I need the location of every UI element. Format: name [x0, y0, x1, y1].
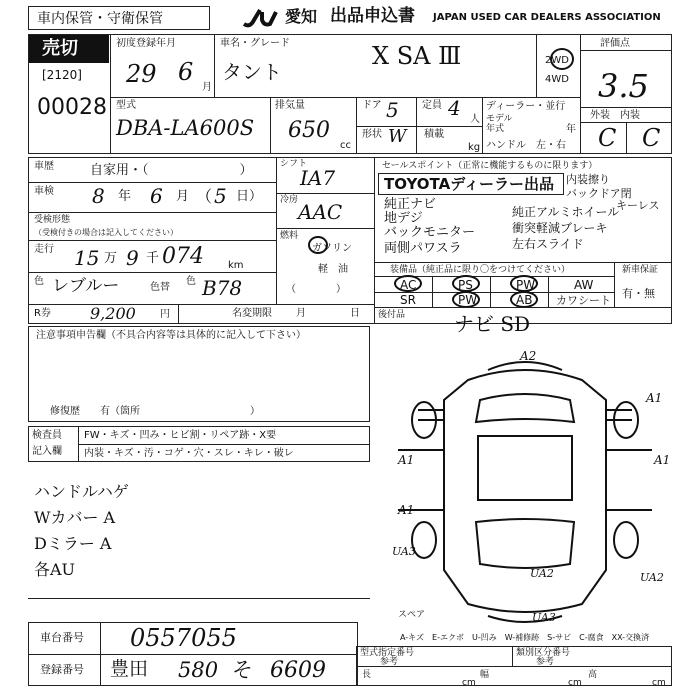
score-label: 評価点 [600, 38, 630, 49]
doors-label: ドア [362, 100, 382, 111]
shape-value: W [388, 126, 407, 147]
damage-mark-ua2-1: UA2 [530, 567, 554, 580]
equip-circle-pw [510, 275, 538, 292]
spec-wid-cm: cm [568, 678, 582, 688]
spec-hgt-cm: cm [652, 678, 666, 688]
inspection-day-unit: 日） [236, 189, 263, 204]
plate-class: 580 [178, 658, 219, 682]
dealer-l3: 年式 [486, 124, 505, 134]
notes-label: 注意事項申告欄（不具合内容等は具体的に記入して下さい） [36, 330, 306, 341]
sales-label: セールスポイント（正常に機能するものに限ります） [382, 161, 598, 171]
recv-label: 受検形態 [34, 215, 71, 225]
equip-r1-4: AW [574, 278, 594, 292]
sales-item-1: 純正ナビ [384, 197, 437, 212]
change-deadline-day: 日 [350, 308, 360, 319]
score-value: 3.5 [598, 67, 649, 105]
storage-note-box [28, 6, 210, 30]
load-unit: kg [468, 142, 481, 153]
after-label: 後付品 [378, 310, 406, 320]
dealer-l2: モデル [486, 114, 513, 124]
new-warranty-label: 新車保証 [622, 265, 659, 275]
toyota-dealer: TOYOTAディーラー出品 [384, 175, 555, 193]
mileage-unit: km [228, 260, 244, 271]
equip-r1-2: PS [458, 278, 473, 292]
damage-mark-ua3-2: UA3 [532, 611, 556, 624]
damage-legend: A-キズ E-エクボ U-凹み W-補修跡 S-サビ C-腐食 XX-交換済 [400, 633, 650, 642]
remark-4: 各AU [34, 560, 76, 579]
equip-r1-3: PW [516, 278, 536, 292]
spec-len-cm: cm [462, 678, 476, 688]
repair-history: 修復歴 有（箇所 ） [50, 406, 260, 417]
mileage-sen: 9 [126, 246, 139, 270]
color-change-label: 色替 [150, 282, 170, 293]
recycle-unit: 円 [160, 309, 170, 320]
lot-number: 00028 [37, 95, 107, 120]
spec-ref1: 参考 [380, 657, 399, 667]
org-name: 愛知 [285, 7, 318, 26]
recycle-value: 9,200 [90, 304, 136, 323]
new-warranty-value: 有・無 [622, 287, 655, 300]
sold-code: [2120] [42, 68, 82, 82]
drive-4wd: 4WD [545, 74, 569, 85]
equip-r2-1: SR [400, 293, 416, 307]
equip-label: 装備品（純正品に限り〇をつけてください） [390, 265, 571, 275]
equip-circle-pw2 [452, 291, 480, 308]
model-grade: X SA Ⅲ [372, 42, 462, 70]
plate-number: 6609 [270, 658, 326, 683]
fuel-l1: ガソリン [312, 243, 352, 254]
shape-label: 形状 [362, 129, 382, 140]
history-value: 自家用・（ ） [90, 163, 253, 178]
logo [240, 6, 284, 28]
plate-label: 登録番号 [40, 663, 84, 676]
reg-label: 初度登録年月 [116, 38, 176, 49]
spare-label: スペア [398, 610, 426, 620]
ext-int-label: 外装 内装 [590, 110, 640, 121]
fuel-l2: 軽 油 [318, 264, 348, 275]
damage-mark-ua3-1: UA3 [392, 545, 416, 558]
form-title: 出品申込書 [330, 6, 415, 26]
exterior-score: C [598, 124, 617, 152]
color-code-label: 色 [186, 276, 196, 287]
damage-mark-a1-1: A1 [646, 391, 663, 405]
color-value: レブルー [52, 276, 120, 296]
equip-r2-2: PW [458, 293, 478, 307]
spec-c2: 類別区分番号 [516, 648, 571, 658]
drive-2wd: 2WD [545, 55, 569, 66]
load-label: 積載 [424, 129, 444, 140]
displacement-unit: cc [340, 140, 351, 151]
cap-unit: 人 [470, 114, 480, 125]
chassis-label: 車台番号 [40, 631, 84, 644]
fuel-l3: （ ） [286, 284, 346, 295]
car-damage-diagram [378, 340, 672, 636]
check-row-1: FW・キズ・凹み・ヒビ割・リペア跡・X要 [84, 430, 277, 441]
sold-label: 売切 [42, 38, 78, 59]
recv-note: （受検付きの場合は記入してください） [34, 228, 178, 237]
displacement-label: 排気量 [275, 100, 305, 111]
inspector-label-1: 検査員 [32, 430, 62, 441]
reg-year: 29 [126, 60, 157, 88]
assoc-name: JAPAN USED CAR DEALERS ASSOCIATION [433, 12, 661, 23]
spec-len: 長 [362, 670, 372, 680]
dealer-handle: ハンドル 左・右 [486, 140, 566, 151]
equip-circle-ac [394, 275, 422, 292]
equip-circle-ps [452, 275, 480, 292]
color-code-value: B78 [202, 276, 243, 300]
shift-value: IA7 [300, 166, 336, 190]
inspection-open: （ [196, 187, 213, 206]
cap-label: 定員 [422, 100, 442, 111]
equip-circle-ab [510, 291, 538, 308]
damage-mark-a1-4: A1 [398, 503, 415, 517]
fuel-label: 燃料 [280, 231, 299, 241]
sales-lower-2: 衝突軽減ブレーキ [512, 221, 608, 235]
sales-note-2: バックドア閉 [566, 187, 632, 200]
inspection-month: 6 [150, 184, 163, 208]
inspection-month-unit: 月 [176, 189, 190, 204]
inspection-year-unit: 年 [118, 189, 132, 204]
sales-lower-3: 左右スライド [512, 237, 584, 251]
reg-month: 6 [178, 58, 194, 86]
damage-mark-a1-2: A1 [398, 453, 415, 467]
change-deadline-label: 名変期限 [232, 308, 272, 319]
plate-area: 豊田 [110, 658, 149, 680]
dealer-year-unit: 年 [566, 124, 576, 135]
ac-label: 冷房 [280, 195, 299, 205]
inspection-label: 車検 [34, 186, 54, 197]
spec-c1: 型式指定番号 [360, 648, 415, 658]
mileage-rest: 074 [162, 244, 204, 269]
sales-lower-1: 純正アルミホイール [512, 205, 620, 219]
spec-wid: 幅 [480, 670, 490, 680]
inspector-label-2: 記入欄 [32, 446, 62, 457]
equip-r1-1: AC [400, 278, 417, 292]
sales-note-3: キーレス [616, 199, 660, 212]
mileage-man: 15 [74, 246, 100, 270]
damage-mark-a1-3: A1 [654, 453, 671, 467]
mileage-sen-unit: 千 [146, 251, 160, 266]
plate-kana: そ [232, 658, 253, 682]
damage-mark-ua2-2: UA2 [640, 571, 664, 584]
type-label: 型式 [116, 100, 136, 111]
damage-mark-a2: A2 [520, 349, 537, 363]
storage-note: 車内保管・守衛保管 [37, 11, 163, 27]
inspection-day: 5 [214, 184, 227, 208]
remark-3: Dミラー A [34, 534, 112, 553]
remark-2: Wカバー A [34, 508, 116, 527]
reg-month-unit: 月 [202, 82, 212, 93]
sales-item-2: 地デジ [384, 211, 423, 226]
model-name: タント [222, 60, 282, 84]
type-value: DBA-LA600S [116, 116, 255, 140]
doors-value: 5 [386, 98, 399, 122]
recycle-label: R券 [34, 308, 51, 319]
dealer-l1: ディーラー・並行 [486, 101, 566, 112]
drive-2wd-circle [550, 48, 574, 70]
model-label: 車名・グレード [220, 38, 290, 49]
inspection-year: 8 [92, 184, 105, 208]
spec-ref2: 参考 [536, 657, 555, 667]
mileage-label: 走行 [34, 244, 54, 255]
sales-item-3: バックモニター [384, 225, 476, 240]
cap-value: 4 [448, 96, 461, 120]
ju-logo-icon [240, 6, 284, 28]
chassis-value: 0557055 [130, 624, 237, 652]
change-deadline-month: 月 [296, 308, 306, 319]
remark-1: ハンドルハゲ [34, 482, 129, 501]
displacement-value: 650 [288, 118, 330, 143]
spec-hgt: 高 [588, 670, 598, 680]
shift-label: シフト [280, 159, 308, 169]
after-value: ナビ SD [454, 312, 531, 336]
interior-score: C [642, 124, 661, 152]
sales-note-1: 内装擦り [566, 173, 610, 186]
sales-item-4: 両側パワスラ [384, 241, 462, 256]
ac-value: AAC [298, 200, 343, 224]
equip-r2-3: AB [516, 293, 533, 307]
equip-r2-4: カワシート [556, 294, 611, 307]
color-label: 色 [34, 276, 44, 287]
history-label: 車歴 [34, 161, 54, 172]
check-row-2: 内装・キズ・汚・コゲ・穴・スレ・キレ・破レ [84, 448, 294, 459]
mileage-man-unit: 万 [104, 251, 118, 266]
